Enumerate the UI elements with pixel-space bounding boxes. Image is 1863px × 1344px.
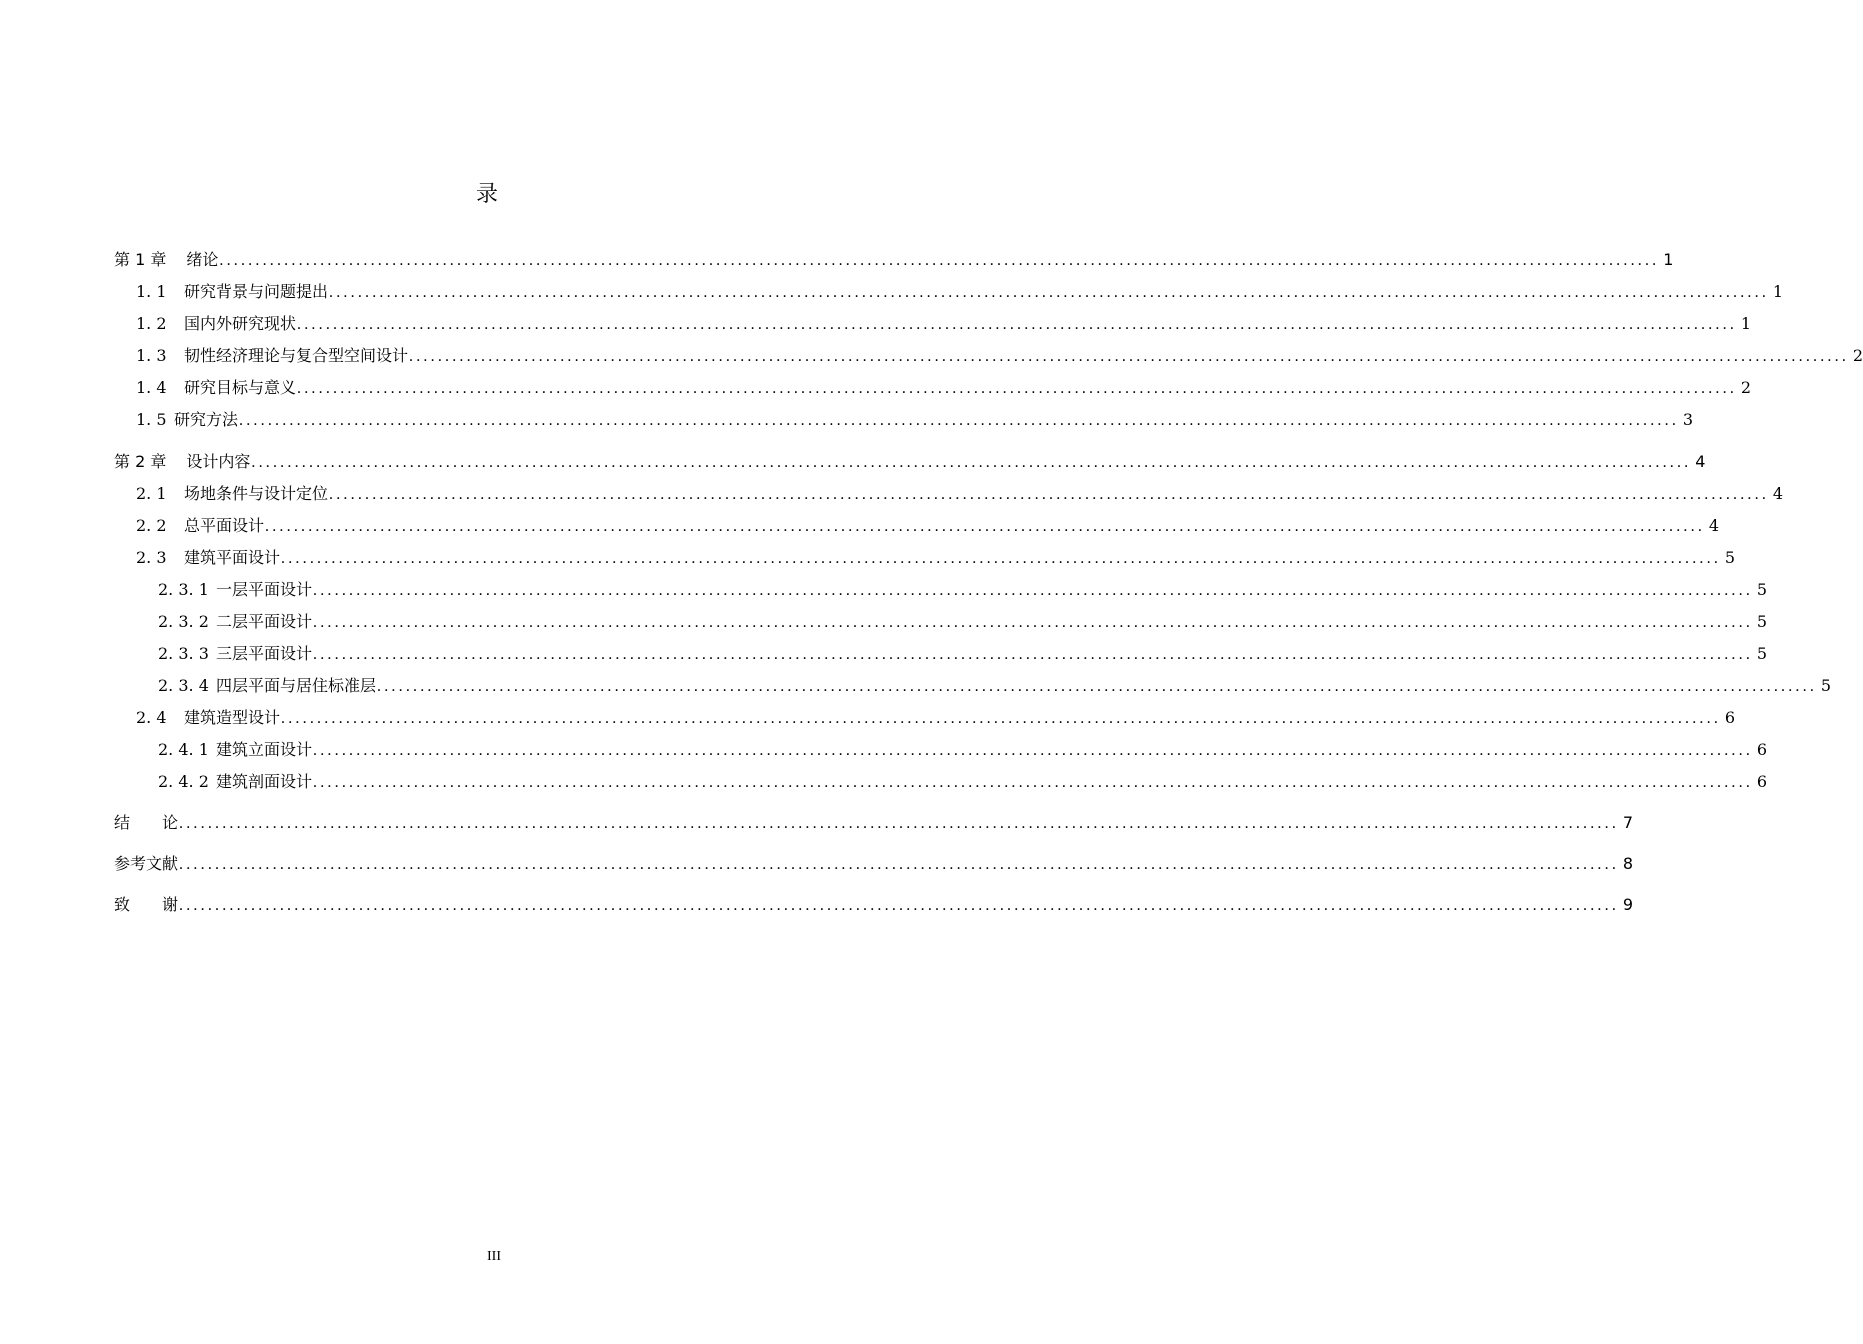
dot-leader: ........................................................................................................................................................................................................ — [239, 412, 1680, 429]
dot-leader: ........................................................................................................................................................................................................ — [313, 742, 1754, 759]
toc-entry[interactable] — [136, 344, 1863, 368]
toc-entry[interactable] — [158, 738, 1768, 762]
toc-entry[interactable] — [136, 514, 1720, 538]
dot-leader: ........................................................................................................................................................................................................ — [297, 316, 1738, 333]
toc-number: 2. 4 — [136, 708, 167, 727]
dot-leader: ........................................................................................................................................................................................................ — [219, 252, 1660, 269]
dot-leader: ........................................................................................................................................................................................................ — [281, 550, 1722, 567]
toc-page: 5 — [1756, 644, 1768, 663]
toc-number: 2. 3. 1 — [158, 580, 209, 599]
toc-text: 参考文献 — [114, 854, 179, 873]
dot-leader: ........................................................................................................................................................................................................ — [179, 815, 1620, 832]
toc-entry[interactable] — [114, 852, 1634, 876]
dot-leader: ........................................................................................................................................................................................................ — [313, 774, 1754, 791]
toc-page: 1 — [1740, 314, 1752, 333]
toc-page: 3 — [1682, 410, 1694, 429]
toc-number: 2. 3. 2 — [158, 612, 209, 631]
toc-page: 5 — [1756, 612, 1768, 631]
toc-entry[interactable] — [114, 811, 1634, 835]
toc-text: 设计内容 — [186, 452, 251, 471]
toc-number: 1. 5 — [136, 410, 167, 429]
toc-entry[interactable] — [114, 248, 1674, 272]
dot-leader: ........................................................................................................................................................................................................ — [281, 710, 1722, 727]
toc-page: 5 — [1820, 676, 1832, 695]
toc-number: 1. 1 — [136, 282, 167, 301]
toc-number: 1. 4 — [136, 378, 167, 397]
toc-number: 2. 4. 1 — [158, 740, 209, 759]
toc-page: 7 — [1622, 813, 1634, 832]
toc-page: 2 — [1740, 378, 1752, 397]
dot-leader: ........................................................................................................................................................................................................ — [329, 284, 1770, 301]
dot-leader: ........................................................................................................................................................................................................ — [297, 380, 1738, 397]
toc-entry[interactable] — [158, 674, 1832, 698]
toc-text: 韧性经济理论与复合型空间设计 — [184, 346, 409, 365]
toc-page: 4 — [1772, 484, 1784, 503]
toc-entry[interactable] — [136, 706, 1736, 730]
toc-text: 研究方法 — [174, 410, 239, 429]
toc-text: 一层平面设计 — [216, 580, 313, 599]
toc-number: 1. 2 — [136, 314, 167, 333]
toc-text: 建筑剖面设计 — [216, 772, 313, 791]
toc-entry[interactable] — [158, 610, 1768, 634]
toc-page: 4 — [1708, 516, 1720, 535]
toc-text: 二层平面设计 — [216, 612, 313, 631]
dot-leader: ........................................................................................................................................................................................................ — [251, 454, 1692, 471]
toc-number: 2. 2 — [136, 516, 167, 535]
toc-entry[interactable] — [136, 376, 1752, 400]
toc-entry[interactable] — [114, 450, 1706, 474]
toc-text: 国内外研究现状 — [184, 314, 297, 333]
dot-leader: ........................................................................................................................................................................................................ — [313, 614, 1754, 631]
toc-text: 绪论 — [186, 250, 219, 269]
toc-entry[interactable] — [136, 280, 1784, 304]
toc-number: 第 2 章 — [114, 452, 167, 471]
dot-leader: ........................................................................................................................................................................................................ — [409, 348, 1850, 365]
toc-text: 三层平面设计 — [216, 644, 313, 663]
toc-entry[interactable] — [158, 642, 1768, 666]
toc-text: 四层平面与居住标准层 — [216, 676, 377, 695]
toc-number: 2. 3. 3 — [158, 644, 209, 663]
toc-entry[interactable] — [136, 312, 1752, 336]
dot-leader: ........................................................................................................................................................................................................ — [265, 518, 1706, 535]
toc-text: 建筑平面设计 — [184, 548, 281, 567]
toc-number: 2. 3 — [136, 548, 167, 567]
toc-text: 结 论 — [114, 813, 179, 832]
toc-text: 研究背景与问题提出 — [184, 282, 329, 301]
toc-number: 第 1 章 — [114, 250, 167, 269]
dot-leader: ........................................................................................................................................................................................................ — [313, 582, 1754, 599]
toc-text: 研究目标与意义 — [184, 378, 297, 397]
toc-page: 5 — [1756, 580, 1768, 599]
toc-entry[interactable] — [136, 482, 1784, 506]
toc-number: 1. 3 — [136, 346, 167, 365]
page-number: III — [487, 1249, 501, 1264]
toc-number: 2. 4. 2 — [158, 772, 209, 791]
toc-number: 2. 3. 4 — [158, 676, 209, 695]
toc-page: 1 — [1772, 282, 1784, 301]
toc-page: 6 — [1724, 708, 1736, 727]
toc-page: 8 — [1622, 854, 1634, 873]
toc-title: 录 — [475, 182, 498, 207]
toc-page: 9 — [1622, 895, 1634, 914]
toc-text: 致 谢 — [114, 895, 179, 914]
toc-number: 2. 1 — [136, 484, 167, 503]
toc-text: 总平面设计 — [184, 516, 265, 535]
dot-leader: ........................................................................................................................................................................................................ — [329, 486, 1770, 503]
toc-entry[interactable] — [136, 546, 1736, 570]
toc-text: 建筑立面设计 — [216, 740, 313, 759]
toc-text: 场地条件与设计定位 — [184, 484, 329, 503]
toc-page: 5 — [1724, 548, 1736, 567]
toc-text: 建筑造型设计 — [184, 708, 281, 727]
toc-page: 6 — [1756, 740, 1768, 759]
dot-leader: ........................................................................................................................................................................................................ — [377, 678, 1818, 695]
toc-page: 6 — [1756, 772, 1768, 791]
toc-page: 2 — [1852, 346, 1863, 365]
toc-entry[interactable] — [114, 893, 1634, 917]
dot-leader: ........................................................................................................................................................................................................ — [179, 856, 1620, 873]
toc-entry[interactable] — [158, 578, 1768, 602]
toc-entry[interactable] — [136, 408, 1694, 432]
dot-leader: ........................................................................................................................................................................................................ — [313, 646, 1754, 663]
toc-page: 1 — [1663, 250, 1674, 269]
toc-page: 4 — [1695, 452, 1706, 471]
dot-leader: ........................................................................................................................................................................................................ — [179, 897, 1620, 914]
toc-entry[interactable] — [158, 770, 1768, 794]
